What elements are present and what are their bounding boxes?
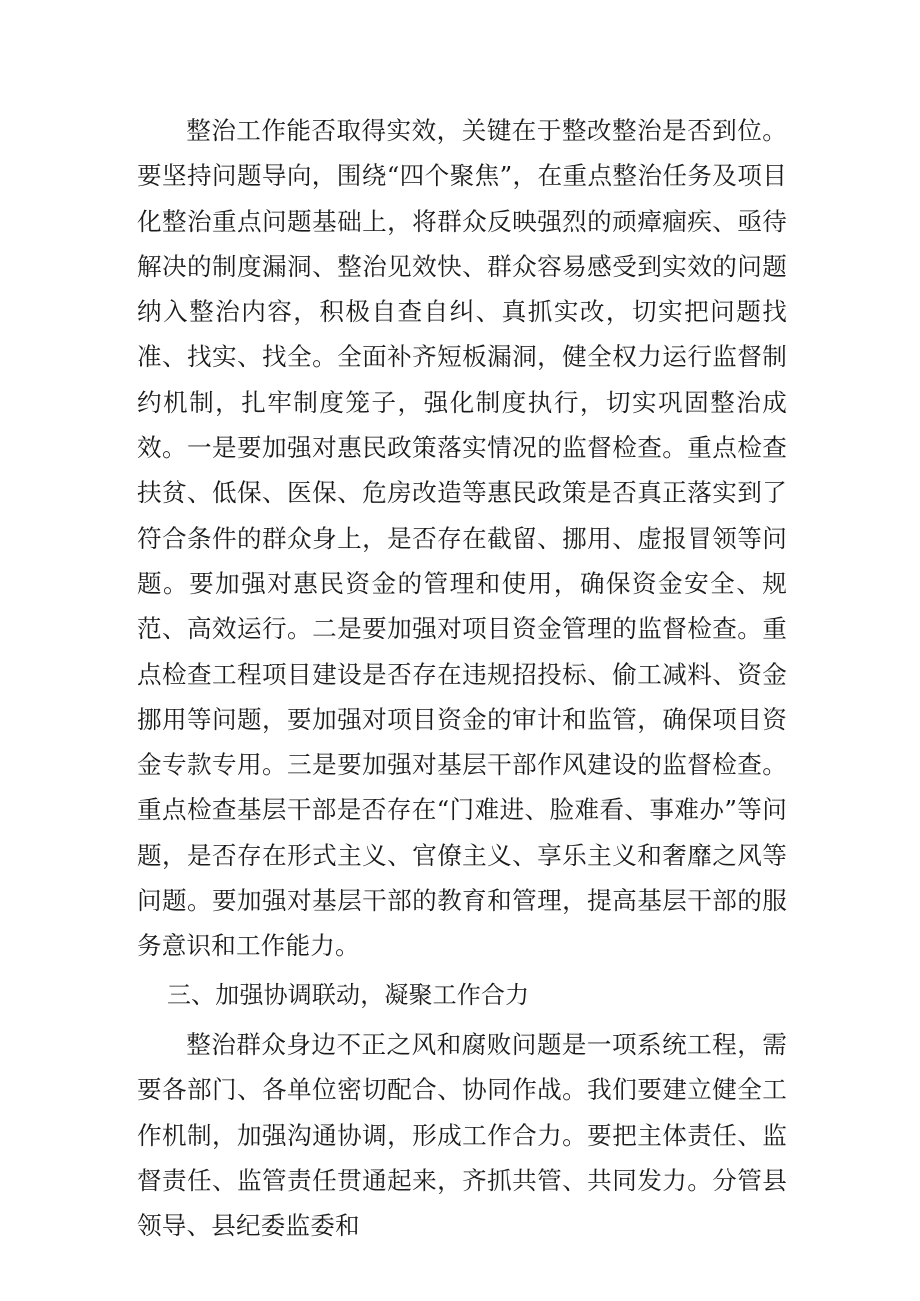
paragraph-coordination: 整治群众身边不正之风和腐败问题是一项系统工程，需要各部门、各单位密切配合、协同作战。我们要建立健全工作机制，加强沟通协调，形成工作合力。要把主体责任、监督责任、监管责任贯通起来，齐抓共管、共同发力。分管县领导、县纪委监委和	[137, 1029, 787, 1241]
paragraph-rectification: 整治工作能否取得实效，关键在于整改整治是否到位。要坚持问题导向，围绕“四个聚焦”，在重点整治任务及项目化整治重点问题基础上，将群众反映强烈的顽瘴痼疾、亟待解决的制度漏洞、整治见效快、群众容易感受到实效的问题纳入整治内容，积极自查自纠、真抓实改，切实把问题找准、找实、找全。全面补齐短板漏洞，健全权力运行监督制约机制，扎牢制度笼子，强化制度执行，切实巩固整治成效。一是要加强对惠民政策落实情况的监督检查。重点检查扶贫、低保、医保、危房改造等惠民政策是否真正落实到了符合条件的群众身上，是否存在截留、挪用、虚报冒领等问题。要加强对惠民资金的管理和使用，确保资金安全、规范、高效运行。二是要加强对项目资金管理的监督检查。重点检查工程项目建设是否存在违规招投标、偷工减料、资金挪用等问题，要加强对项目资金的审计和监管，确保项目资金专款专用。三是要加强对基层干部作风建设的监督检查。重点检查基层干部是否存在“门难进、脸难看、事难办”等问题，是否存在形式主义、官僚主义、享乐主义和奢靡之风等问题。要加强对基层干部的教育和管理，提高基层干部的服务意识和工作能力。	[137, 116, 787, 961]
document-body	[137, 108, 787, 1248]
section-heading-3: 三、加强协调联动，凝聚工作合力	[167, 980, 530, 1009]
